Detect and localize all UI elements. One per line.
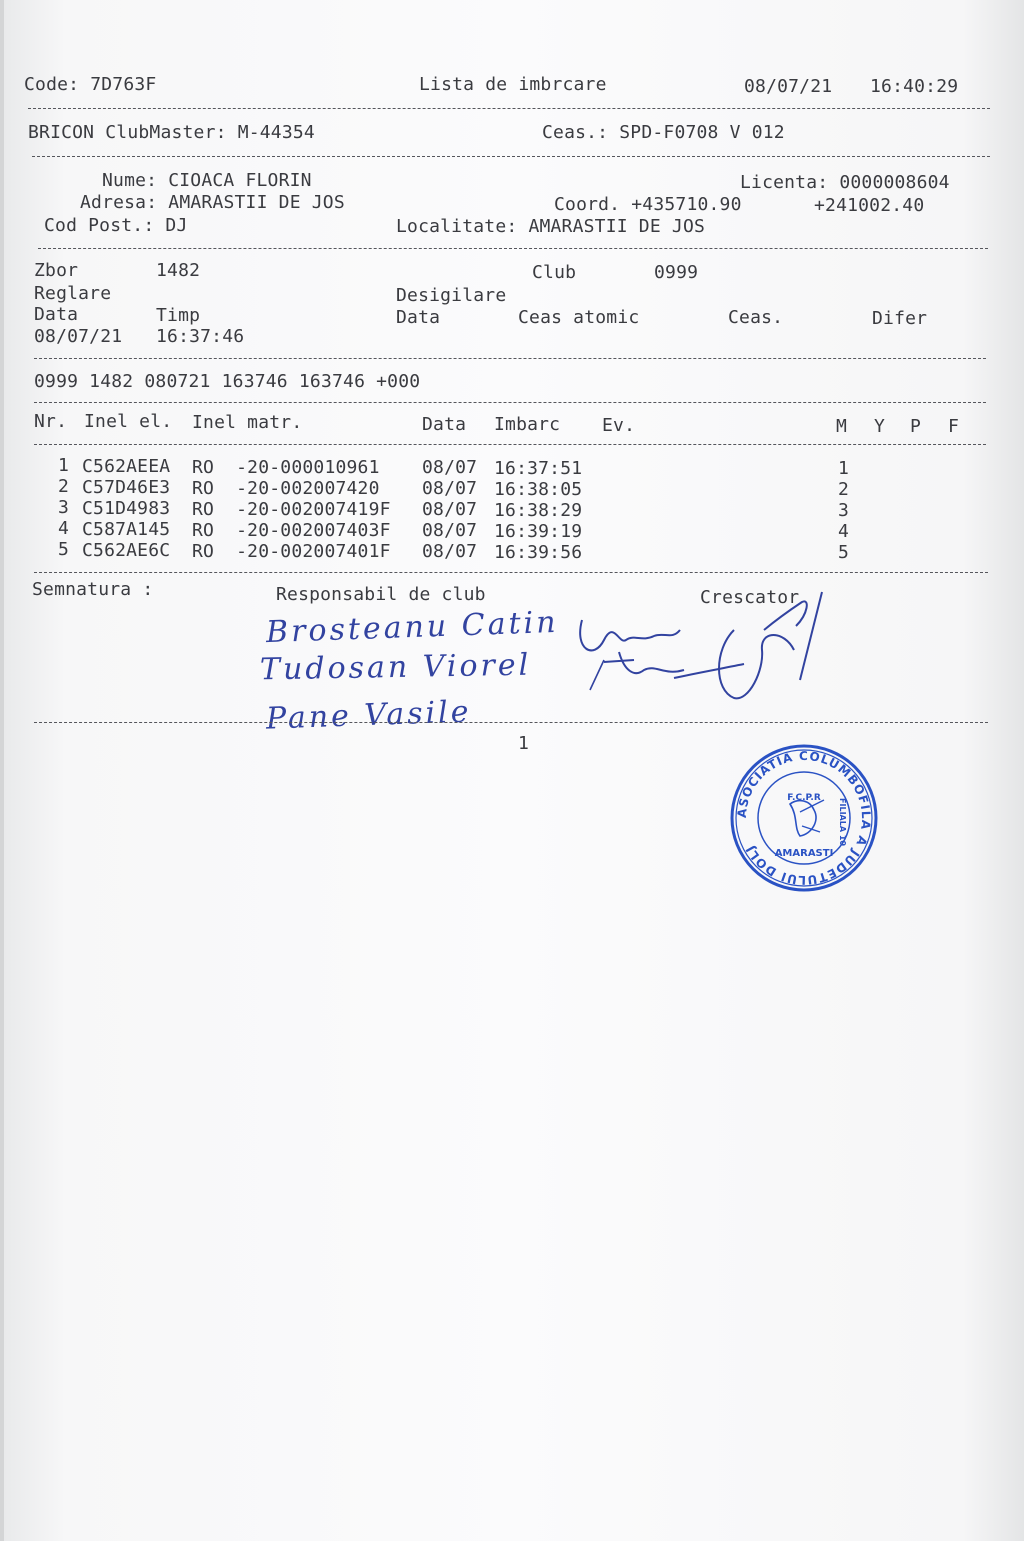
club-label: Club bbox=[532, 262, 577, 283]
page-number: 1 bbox=[518, 733, 530, 754]
row-m: 5 bbox=[838, 542, 850, 563]
doc-time: 16:40:29 bbox=[870, 76, 959, 97]
difference-label: Difer bbox=[872, 308, 928, 329]
row-nr: 4 bbox=[58, 518, 70, 539]
fancier-name: Nume: CIOACA FLORIN bbox=[102, 170, 312, 191]
divider bbox=[38, 248, 988, 249]
row-data: 08/07 bbox=[422, 541, 478, 562]
row-data: 08/07 bbox=[422, 478, 478, 499]
divider bbox=[34, 358, 986, 359]
row-nr: 2 bbox=[58, 476, 70, 497]
row-inel-matr: RO -20-002007420 bbox=[192, 478, 380, 499]
row-imbarc: 16:39:56 bbox=[494, 542, 583, 563]
paper-sheet bbox=[4, 0, 1024, 1541]
locality: Localitate: AMARASTII DE JOS bbox=[396, 216, 706, 237]
col-f: F bbox=[948, 416, 960, 437]
flight-value: 1482 bbox=[156, 260, 201, 281]
row-m: 2 bbox=[838, 479, 850, 500]
row-inel-el: C562AE6C bbox=[82, 540, 171, 561]
summary-line: 0999 1482 080721 163746 163746 +000 bbox=[34, 371, 421, 392]
svg-text:FILIALA 10: FILIALA 10 bbox=[838, 798, 847, 846]
handwritten-name-2: Tudosan Viorel bbox=[259, 647, 532, 688]
row-m: 3 bbox=[838, 500, 850, 521]
row-inel-el: C51D4983 bbox=[82, 498, 171, 519]
row-data: 08/07 bbox=[422, 457, 478, 478]
col-y: Y bbox=[874, 416, 886, 437]
row-inel-el: C57D46E3 bbox=[82, 477, 171, 498]
flight-label: Zbor bbox=[34, 260, 79, 281]
col-imbarc: Imbarc bbox=[494, 414, 561, 435]
row-inel-matr: RO -20-002007419F bbox=[192, 499, 391, 520]
clock-label: Ceas. bbox=[728, 307, 784, 328]
divider bbox=[28, 108, 990, 109]
coordinates: Coord. +435710.90 bbox=[554, 194, 742, 215]
atomic-clock-label: Ceas atomic bbox=[518, 307, 640, 328]
row-nr: 3 bbox=[58, 497, 70, 518]
divider bbox=[34, 402, 986, 403]
row-imbarc: 16:38:29 bbox=[494, 500, 583, 521]
col-nr: Nr. bbox=[34, 411, 68, 432]
doc-code: Code: 7D763F bbox=[24, 74, 157, 95]
row-m: 4 bbox=[838, 521, 850, 542]
divider bbox=[34, 572, 988, 573]
clock-id: Ceas.: SPD-F0708 V 012 bbox=[542, 122, 785, 143]
svg-text:ASOCIATIA COLUMBOFILA A JUDETU: ASOCIATIA COLUMBOFILA A JUDETULUI DOLJ bbox=[734, 748, 874, 888]
divider bbox=[32, 156, 990, 157]
setting-label: Reglare bbox=[34, 283, 112, 304]
address: Adresa: AMARASTII DE JOS bbox=[80, 192, 345, 213]
col-m: M bbox=[836, 416, 848, 437]
col-inel-el: Inel el. bbox=[84, 411, 173, 432]
unseal-date-label: Data bbox=[396, 307, 441, 328]
divider bbox=[34, 722, 988, 723]
date-label: Data bbox=[34, 304, 79, 325]
signature-scribbles bbox=[564, 590, 834, 720]
divider bbox=[34, 444, 986, 445]
svg-text:F.C.P.R: F.C.P.R bbox=[787, 793, 821, 803]
association-stamp bbox=[728, 742, 880, 894]
col-data: Data bbox=[422, 414, 467, 435]
col-inel-matr: Inel matr. bbox=[192, 412, 303, 433]
license: Licenta: 0000008604 bbox=[740, 172, 950, 193]
handwritten-name-3: Pane Vasile bbox=[265, 694, 473, 737]
col-ev: Ev. bbox=[602, 415, 636, 436]
time-label: Timp bbox=[156, 305, 201, 326]
row-data: 08/07 bbox=[422, 520, 478, 541]
row-m: 1 bbox=[838, 458, 850, 479]
breeder-label: Crescator bbox=[700, 587, 800, 608]
svg-text:AMARASTI: AMARASTI bbox=[774, 848, 834, 859]
clubmaster-id: BRICON ClubMaster: M-44354 bbox=[28, 122, 315, 143]
row-nr: 1 bbox=[58, 455, 70, 476]
unseal-label: Desigilare bbox=[396, 285, 507, 306]
setting-time: 16:37:46 bbox=[156, 326, 245, 347]
row-inel-el: C587A145 bbox=[82, 519, 171, 540]
row-imbarc: 16:39:19 bbox=[494, 521, 583, 542]
row-inel-matr: RO -20-002007403F bbox=[192, 520, 391, 541]
row-inel-matr: RO -20-000010961 bbox=[192, 457, 380, 478]
row-imbarc: 16:37:51 bbox=[494, 458, 583, 479]
row-nr: 5 bbox=[58, 539, 70, 560]
row-imbarc: 16:38:05 bbox=[494, 479, 583, 500]
handwritten-name-1: Brosteanu Catin bbox=[265, 604, 560, 651]
doc-title: Lista de imbrcare bbox=[419, 74, 607, 95]
postal-code: Cod Post.: DJ bbox=[44, 215, 188, 236]
signature-label: Semnatura : bbox=[32, 579, 154, 600]
row-inel-el: C562AEEA bbox=[82, 456, 171, 477]
club-responsible-label: Responsabil de club bbox=[276, 584, 486, 605]
doc-date: 08/07/21 bbox=[744, 76, 833, 97]
coordinates-2: +241002.40 bbox=[814, 195, 925, 216]
row-data: 08/07 bbox=[422, 499, 478, 520]
row-inel-matr: RO -20-002007401F bbox=[192, 541, 391, 562]
club-value: 0999 bbox=[654, 262, 699, 283]
setting-date: 08/07/21 bbox=[34, 326, 123, 347]
col-p: P bbox=[910, 416, 922, 437]
